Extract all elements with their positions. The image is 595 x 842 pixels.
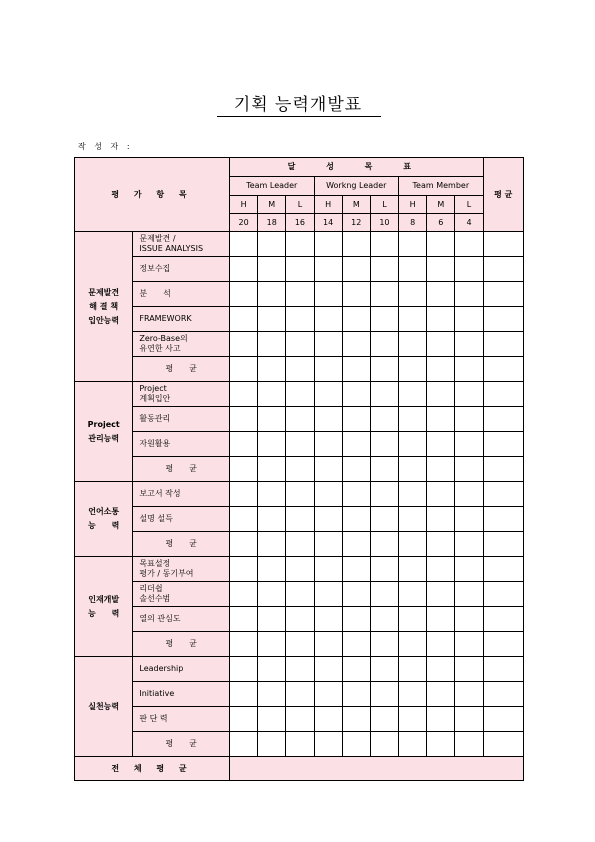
score-cell[interactable]: [286, 307, 314, 332]
score-cell[interactable]: [427, 382, 455, 407]
score-cell[interactable]: [314, 232, 342, 257]
score-cell[interactable]: [455, 432, 483, 457]
score-cell[interactable]: [258, 357, 286, 382]
score-cell[interactable]: [230, 432, 258, 457]
score-header: 20: [230, 214, 258, 232]
score-cell[interactable]: [370, 232, 398, 257]
score-cell[interactable]: [427, 432, 455, 457]
score-cell[interactable]: [370, 582, 398, 607]
score-cell[interactable]: [314, 482, 342, 507]
score-cell[interactable]: [342, 507, 370, 532]
item-label: 설명 설득: [133, 507, 230, 532]
score-cell[interactable]: [342, 607, 370, 632]
score-cell[interactable]: [455, 357, 483, 382]
evaluation-table: [74, 157, 524, 781]
score-cell[interactable]: [342, 407, 370, 432]
group-header: Team Leader: [230, 177, 315, 196]
score-cell[interactable]: [230, 482, 258, 507]
score-cell[interactable]: [399, 632, 427, 657]
score-cell[interactable]: [230, 232, 258, 257]
score-cell[interactable]: [342, 632, 370, 657]
score-cell[interactable]: [370, 432, 398, 457]
score-cell[interactable]: [342, 707, 370, 732]
average-cell[interactable]: [483, 232, 523, 257]
score-cell[interactable]: [370, 332, 398, 357]
table-row: [75, 532, 524, 557]
score-cell[interactable]: [230, 332, 258, 357]
score-cell[interactable]: [230, 257, 258, 282]
score-cell[interactable]: [370, 507, 398, 532]
score-cell[interactable]: [258, 607, 286, 632]
level-header: L: [370, 196, 398, 214]
score-cell[interactable]: [455, 282, 483, 307]
table-row: [75, 357, 524, 382]
score-cell[interactable]: [258, 582, 286, 607]
item-label: 열의 관심도: [133, 607, 230, 632]
score-cell[interactable]: [258, 332, 286, 357]
score-cell[interactable]: [399, 507, 427, 532]
score-header: 6: [427, 214, 455, 232]
score-cell[interactable]: [286, 507, 314, 532]
score-cell[interactable]: [230, 457, 258, 482]
item-label: FRAMEWORK: [133, 307, 230, 332]
average-cell[interactable]: [483, 457, 523, 482]
item-label: Zero-Base의 유연한 사고: [133, 332, 230, 357]
score-cell[interactable]: [399, 482, 427, 507]
score-cell[interactable]: [427, 357, 455, 382]
score-cell[interactable]: [342, 257, 370, 282]
table-row: [75, 507, 524, 532]
score-cell[interactable]: [314, 732, 342, 757]
score-cell[interactable]: [427, 582, 455, 607]
average-cell[interactable]: [483, 532, 523, 557]
total-average-label: 전 체 평 균: [75, 757, 230, 781]
score-cell[interactable]: [230, 732, 258, 757]
score-cell[interactable]: [399, 232, 427, 257]
score-cell[interactable]: [427, 657, 455, 682]
score-cell[interactable]: [399, 657, 427, 682]
score-cell[interactable]: [314, 382, 342, 407]
score-cell[interactable]: [342, 282, 370, 307]
table-row: [75, 457, 524, 482]
score-cell[interactable]: [399, 357, 427, 382]
score-cell[interactable]: [342, 307, 370, 332]
score-cell[interactable]: [370, 657, 398, 682]
score-cell[interactable]: [427, 257, 455, 282]
score-header: 14: [314, 214, 342, 232]
level-header: H: [399, 196, 427, 214]
average-cell[interactable]: [483, 432, 523, 457]
item-label: Initiative: [133, 682, 230, 707]
score-cell[interactable]: [455, 332, 483, 357]
item-label: Leadership: [133, 657, 230, 682]
score-header: 8: [399, 214, 427, 232]
item-label: 자원활용: [133, 432, 230, 457]
score-cell[interactable]: [455, 582, 483, 607]
score-cell[interactable]: [230, 582, 258, 607]
average-cell[interactable]: [483, 707, 523, 732]
score-cell[interactable]: [314, 307, 342, 332]
table-row: [75, 657, 524, 682]
score-header: 16: [286, 214, 314, 232]
score-cell[interactable]: [427, 232, 455, 257]
score-cell[interactable]: [370, 257, 398, 282]
score-cell[interactable]: [314, 257, 342, 282]
table-row: [75, 557, 524, 582]
average-cell[interactable]: [483, 557, 523, 582]
average-cell[interactable]: [483, 682, 523, 707]
section-average-label: 평 균: [133, 457, 230, 482]
average-header: 평 균: [483, 158, 523, 232]
score-cell[interactable]: [286, 257, 314, 282]
score-cell[interactable]: [258, 707, 286, 732]
level-header: H: [314, 196, 342, 214]
score-cell[interactable]: [258, 557, 286, 582]
score-cell[interactable]: [314, 582, 342, 607]
score-cell[interactable]: [286, 707, 314, 732]
table-row: [75, 332, 524, 357]
table-row: [75, 682, 524, 707]
score-cell[interactable]: [370, 632, 398, 657]
table-row: [75, 432, 524, 457]
score-cell[interactable]: [258, 532, 286, 557]
score-cell[interactable]: [286, 482, 314, 507]
section-name: 언어소통 능 력: [75, 482, 133, 557]
score-cell[interactable]: [342, 732, 370, 757]
score-cell[interactable]: [314, 407, 342, 432]
score-cell[interactable]: [427, 557, 455, 582]
score-cell[interactable]: [399, 682, 427, 707]
score-cell[interactable]: [399, 532, 427, 557]
score-cell[interactable]: [370, 682, 398, 707]
score-cell[interactable]: [314, 682, 342, 707]
score-cell[interactable]: [455, 382, 483, 407]
score-cell[interactable]: [427, 282, 455, 307]
score-cell[interactable]: [427, 507, 455, 532]
score-cell[interactable]: [286, 607, 314, 632]
score-cell[interactable]: [370, 382, 398, 407]
score-cell[interactable]: [314, 507, 342, 532]
score-cell[interactable]: [314, 332, 342, 357]
score-cell[interactable]: [230, 607, 258, 632]
score-cell[interactable]: [230, 632, 258, 657]
score-cell[interactable]: [258, 682, 286, 707]
score-cell[interactable]: [370, 482, 398, 507]
table-row: [75, 407, 524, 432]
average-cell[interactable]: [483, 407, 523, 432]
score-cell[interactable]: [258, 307, 286, 332]
level-header: M: [427, 196, 455, 214]
group-header: Workng Leader: [314, 177, 399, 196]
score-cell[interactable]: [427, 607, 455, 632]
score-cell[interactable]: [342, 482, 370, 507]
table-row: [75, 482, 524, 507]
section-average-label: 평 균: [133, 732, 230, 757]
score-cell[interactable]: [342, 332, 370, 357]
score-cell[interactable]: [399, 407, 427, 432]
score-cell[interactable]: [230, 307, 258, 332]
score-cell[interactable]: [230, 532, 258, 557]
score-cell[interactable]: [342, 432, 370, 457]
score-cell[interactable]: [230, 407, 258, 432]
score-cell[interactable]: [230, 357, 258, 382]
score-cell[interactable]: [427, 307, 455, 332]
score-cell[interactable]: [314, 557, 342, 582]
table-row: [75, 707, 524, 732]
score-cell[interactable]: [342, 582, 370, 607]
score-cell[interactable]: [342, 457, 370, 482]
score-cell[interactable]: [427, 682, 455, 707]
score-cell[interactable]: [258, 482, 286, 507]
score-cell[interactable]: [370, 357, 398, 382]
score-cell[interactable]: [286, 532, 314, 557]
score-cell[interactable]: [258, 282, 286, 307]
score-cell[interactable]: [455, 482, 483, 507]
score-cell[interactable]: [342, 232, 370, 257]
score-cell[interactable]: [455, 507, 483, 532]
item-label: 정보수집: [133, 257, 230, 282]
page-title: 기획 능력개발표: [233, 95, 363, 115]
average-cell[interactable]: [483, 657, 523, 682]
score-cell[interactable]: [427, 632, 455, 657]
table-row: [75, 232, 524, 257]
score-cell[interactable]: [427, 332, 455, 357]
level-header: M: [342, 196, 370, 214]
score-cell[interactable]: [258, 382, 286, 407]
score-cell[interactable]: [455, 607, 483, 632]
score-cell[interactable]: [399, 582, 427, 607]
average-cell[interactable]: [483, 382, 523, 407]
score-cell[interactable]: [399, 707, 427, 732]
score-cell[interactable]: [258, 232, 286, 257]
score-cell[interactable]: [230, 282, 258, 307]
goal-header: 달 성 목 표: [230, 158, 484, 177]
score-cell[interactable]: [286, 232, 314, 257]
evaluation-item-header: 평 가 항 목: [75, 158, 230, 232]
score-cell[interactable]: [370, 707, 398, 732]
item-label: 보고서 작성: [133, 482, 230, 507]
score-cell[interactable]: [342, 357, 370, 382]
score-cell[interactable]: [399, 282, 427, 307]
item-label: 문제발견 / ISSUE ANALYSIS: [133, 232, 230, 257]
score-cell[interactable]: [286, 732, 314, 757]
section-name: 인재개발 능 력: [75, 557, 133, 657]
section-name: 실천능력: [75, 657, 133, 757]
score-cell[interactable]: [370, 607, 398, 632]
score-cell[interactable]: [427, 482, 455, 507]
score-cell[interactable]: [314, 457, 342, 482]
score-cell[interactable]: [286, 357, 314, 382]
table-row: [75, 257, 524, 282]
score-cell[interactable]: [342, 382, 370, 407]
level-header: L: [455, 196, 483, 214]
score-cell[interactable]: [314, 632, 342, 657]
average-cell[interactable]: [483, 507, 523, 532]
score-cell[interactable]: [370, 557, 398, 582]
score-cell[interactable]: [342, 532, 370, 557]
score-cell[interactable]: [286, 682, 314, 707]
score-header: 10: [370, 214, 398, 232]
score-cell[interactable]: [370, 282, 398, 307]
score-cell[interactable]: [455, 532, 483, 557]
score-cell[interactable]: [370, 407, 398, 432]
score-cell[interactable]: [342, 557, 370, 582]
item-label: Project 계획입안: [133, 382, 230, 407]
table-row: [75, 282, 524, 307]
average-cell[interactable]: [483, 357, 523, 382]
score-cell[interactable]: [286, 657, 314, 682]
score-cell[interactable]: [258, 457, 286, 482]
score-cell[interactable]: [286, 332, 314, 357]
score-cell[interactable]: [314, 357, 342, 382]
score-header: 18: [258, 214, 286, 232]
score-cell[interactable]: [314, 657, 342, 682]
score-cell[interactable]: [399, 607, 427, 632]
score-cell[interactable]: [455, 407, 483, 432]
score-cell[interactable]: [399, 382, 427, 407]
score-cell[interactable]: [455, 732, 483, 757]
score-cell[interactable]: [455, 707, 483, 732]
average-cell[interactable]: [483, 732, 523, 757]
score-cell[interactable]: [399, 332, 427, 357]
average-cell[interactable]: [483, 607, 523, 632]
score-cell[interactable]: [286, 432, 314, 457]
score-cell[interactable]: [286, 582, 314, 607]
score-cell[interactable]: [370, 732, 398, 757]
score-cell[interactable]: [455, 657, 483, 682]
author-label: 작 성 자 :: [78, 142, 133, 151]
score-cell[interactable]: [286, 457, 314, 482]
section-name: 문제발견 해 결 책 입안능력: [75, 232, 133, 382]
score-header: 4: [455, 214, 483, 232]
score-cell[interactable]: [370, 307, 398, 332]
score-cell[interactable]: [399, 307, 427, 332]
level-header: M: [258, 196, 286, 214]
score-cell[interactable]: [427, 532, 455, 557]
title-underline: [217, 116, 381, 117]
score-cell[interactable]: [455, 257, 483, 282]
item-label: 분 석: [133, 282, 230, 307]
score-cell[interactable]: [399, 457, 427, 482]
score-cell[interactable]: [455, 457, 483, 482]
score-cell[interactable]: [455, 232, 483, 257]
table-row: [75, 607, 524, 632]
score-cell[interactable]: [230, 707, 258, 732]
score-cell[interactable]: [286, 382, 314, 407]
average-cell[interactable]: [483, 332, 523, 357]
score-cell[interactable]: [342, 657, 370, 682]
score-cell[interactable]: [455, 307, 483, 332]
item-label: 판 단 력: [133, 707, 230, 732]
table-row: [75, 307, 524, 332]
score-header: 12: [342, 214, 370, 232]
score-cell[interactable]: [427, 707, 455, 732]
score-cell[interactable]: [230, 682, 258, 707]
table-row: [75, 382, 524, 407]
table-row: [75, 732, 524, 757]
score-cell[interactable]: [314, 432, 342, 457]
score-cell[interactable]: [314, 707, 342, 732]
score-cell[interactable]: [258, 507, 286, 532]
average-cell[interactable]: [483, 482, 523, 507]
score-cell[interactable]: [258, 432, 286, 457]
item-label: 리더쉽 솔선수범: [133, 582, 230, 607]
average-cell[interactable]: [483, 582, 523, 607]
score-cell[interactable]: [427, 457, 455, 482]
score-cell[interactable]: [258, 407, 286, 432]
level-header: L: [286, 196, 314, 214]
average-cell[interactable]: [483, 282, 523, 307]
score-cell[interactable]: [399, 432, 427, 457]
score-cell[interactable]: [399, 557, 427, 582]
score-cell[interactable]: [230, 507, 258, 532]
score-cell[interactable]: [258, 657, 286, 682]
average-cell[interactable]: [483, 632, 523, 657]
score-cell[interactable]: [455, 632, 483, 657]
score-cell[interactable]: [258, 632, 286, 657]
item-label: 활동관리: [133, 407, 230, 432]
score-cell[interactable]: [314, 282, 342, 307]
score-cell[interactable]: [258, 257, 286, 282]
level-header: H: [230, 196, 258, 214]
score-cell[interactable]: [230, 657, 258, 682]
average-cell[interactable]: [483, 257, 523, 282]
score-cell[interactable]: [286, 557, 314, 582]
score-cell[interactable]: [286, 282, 314, 307]
score-cell[interactable]: [342, 682, 370, 707]
table-row: [75, 582, 524, 607]
score-cell[interactable]: [230, 382, 258, 407]
score-cell[interactable]: [427, 732, 455, 757]
score-cell[interactable]: [258, 732, 286, 757]
score-cell[interactable]: [399, 257, 427, 282]
total-row: [75, 757, 524, 781]
score-cell[interactable]: [286, 632, 314, 657]
total-average-value[interactable]: [230, 757, 524, 781]
score-cell[interactable]: [230, 557, 258, 582]
section-name: Project 관리능력: [75, 382, 133, 482]
score-cell[interactable]: [286, 407, 314, 432]
score-cell[interactable]: [427, 407, 455, 432]
group-header: Team Member: [399, 177, 484, 196]
score-cell[interactable]: [399, 732, 427, 757]
score-cell[interactable]: [314, 607, 342, 632]
average-cell[interactable]: [483, 307, 523, 332]
score-cell[interactable]: [370, 457, 398, 482]
table-row: [75, 632, 524, 657]
score-cell[interactable]: [455, 557, 483, 582]
score-cell[interactable]: [314, 532, 342, 557]
score-cell[interactable]: [455, 682, 483, 707]
section-average-label: 평 균: [133, 632, 230, 657]
section-average-label: 평 균: [133, 532, 230, 557]
score-cell[interactable]: [370, 532, 398, 557]
item-label: 목표설정 평가 / 동기부여: [133, 557, 230, 582]
section-average-label: 평 균: [133, 357, 230, 382]
